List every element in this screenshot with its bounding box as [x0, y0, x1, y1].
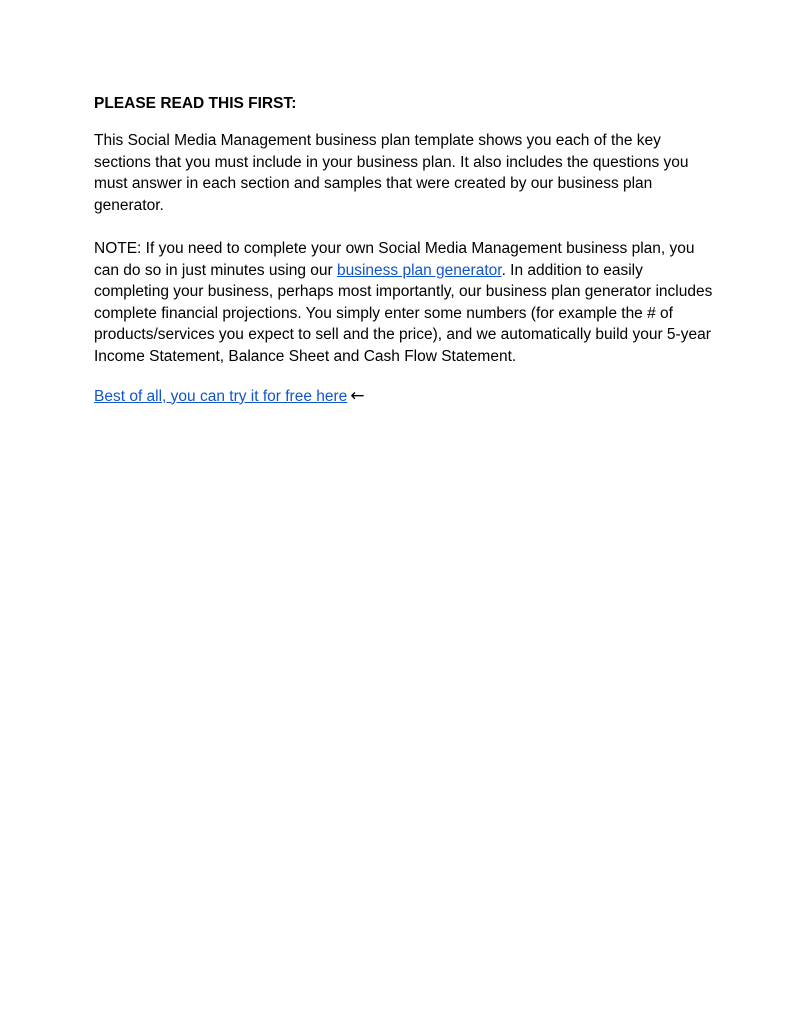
cta-paragraph — [94, 386, 714, 408]
document-page — [94, 93, 714, 407]
business-plan-generator-link[interactable]: business plan generator — [336, 261, 502, 279]
intro-paragraph: This Social Media Management business plan template shows you each of the key sections that you must include in your business plan. It also includes the questions you must answer in each section and samples that were created by our business plan generator. — [94, 132, 689, 214]
document-heading: PLEASE READ THIS FIRST: — [94, 95, 297, 112]
note-text-after-link: . In addition to easily completing your business, perhaps most importantly, our business plan generator includes complete financial projections. You simply enter some numbers (for example the # of products/services you expect to sell and the price), and we automatically build your 5-year Income Statement, Balance Sheet and Cash Flow Statement. — [94, 261, 713, 365]
paragraph-gap — [94, 368, 714, 386]
note-text-before-link: NOTE: If you need to complete your own Social Media Management business plan, you can do so in just minutes using our — [94, 239, 695, 279]
paragraph-spacer — [94, 216, 714, 238]
try-free-link[interactable]: Best of all, you can try it for free here — [94, 387, 348, 405]
note-paragraph — [94, 238, 714, 368]
left-arrow-icon: ← — [350, 385, 365, 406]
